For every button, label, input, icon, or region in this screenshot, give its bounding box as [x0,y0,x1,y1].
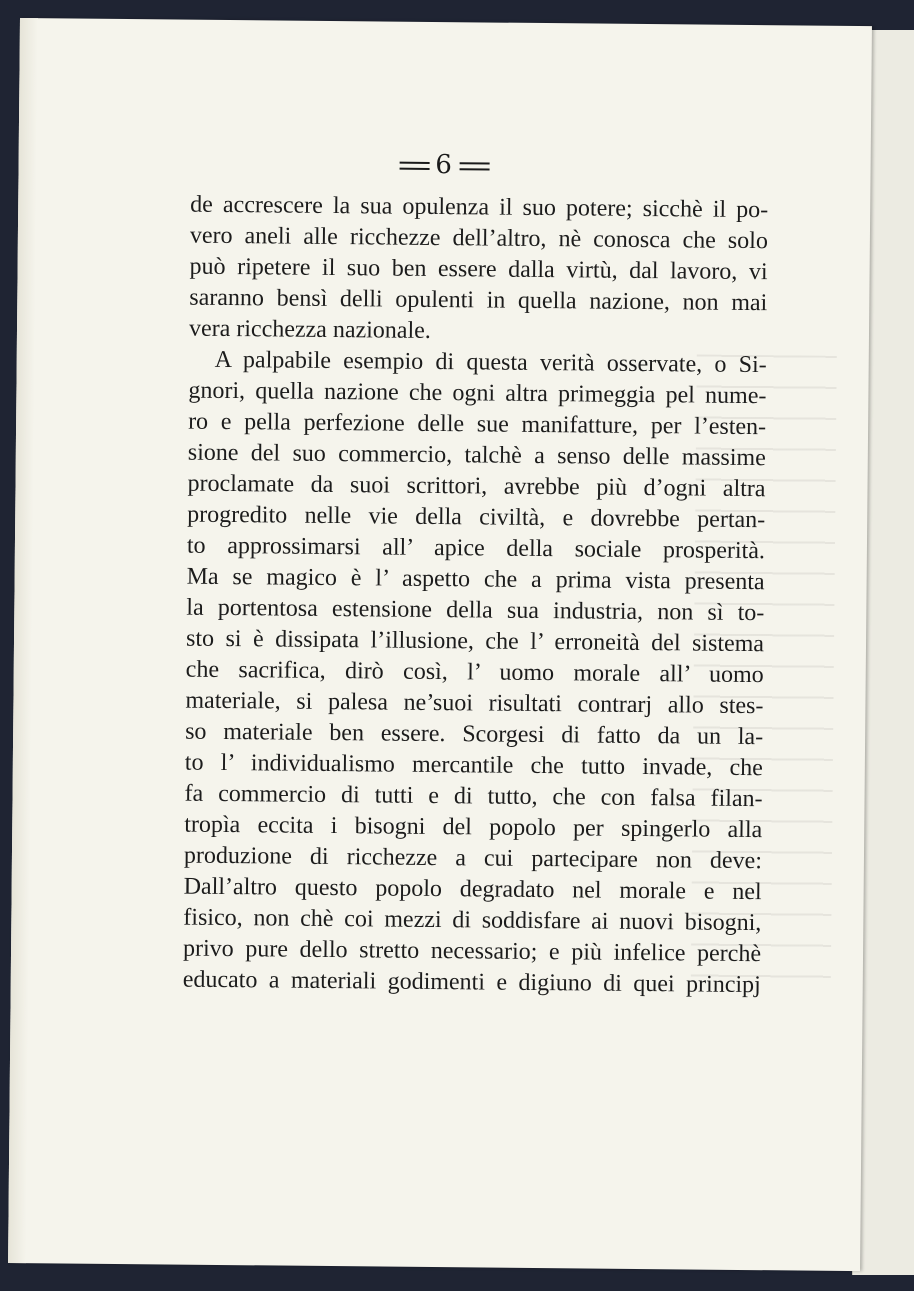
text-line: sione del suo commercio, talchè a senso delle massime [187,439,766,472]
text-line: Dall’altro questo popolo degradato nel morale e nel [183,873,762,906]
text-line: to l’ individualismo mercantile che tutto invade, che [184,749,763,782]
text-line: tropìa eccita i bisogni del popolo per spingerlo alla [184,811,763,844]
book-page [8,18,872,1271]
text-line: fa commercio di tutti e di tutto, che con falsa filan- [184,780,763,813]
text-line: produzione di ricchezze a cui partecipare non deve: [183,842,763,875]
text-line: che sacrifica, dirò così, l’ uomo morale all’ uomo [185,656,764,689]
text-line: ro e pella perfezione delle sue manifatture, per l’esten- [188,408,767,441]
page-number [18,146,870,184]
text-line: proclamate da suoi scrittori, avrebbe più d’ogni altra [187,470,766,503]
page-gutter [8,18,38,1263]
text-line: de accrescere la sua opulenza il suo potere; sicchè il po- [190,191,769,224]
text-line: A palpabile esempio di questa verità osservate, o Si- [214,346,767,379]
text-line: sto si è dissipata l’illusione, che l’ erroneità del sistema [185,625,765,658]
paragraph [189,190,768,351]
text-line: saranno bensì delli opulenti in quella nazione, non mai [189,284,768,317]
body-text [183,190,769,1002]
text-line: so materiale ben essere. Scorgesi di fatto da un la- [185,718,764,751]
text-line: educato a materiali godimenti e digiuno di quei principj [182,966,761,999]
folio-rule-right [460,162,490,170]
text-line: progredito nelle vie della civiltà, e dovrebbe pertan- [187,501,766,534]
folio-rule-left [399,162,429,170]
page-number-value: 6 [435,149,455,181]
paragraph [183,345,767,1002]
text-line: gnori, quella nazione che ogni altra primeggia pel nume- [188,377,767,410]
text-line: vero aneli alle ricchezze dell’altro, nè conosca che solo [189,222,769,255]
text-line: materiale, si palesa ne’suoi risultati contrarj allo stes- [185,687,764,720]
text-line: Ma se magico è l’ aspetto che a prima vista presenta [186,563,765,596]
text-line: fisico, non chè coi mezzi di soddisfare ai nuovi bisogni, [183,904,762,937]
text-line: la portentosa estensione della sua industria, non sì to- [186,594,765,627]
text-line: vera ricchezza nazionale. [188,315,431,344]
text-line: può ripetere il suo ben essere dalla virtù, dal lavoro, vi [189,253,768,286]
text-line: privo pure dello stretto necessario; e più infelice perchè [182,935,762,968]
text-line: to approssimarsi all’ apice della sociale prosperità. [186,532,766,565]
